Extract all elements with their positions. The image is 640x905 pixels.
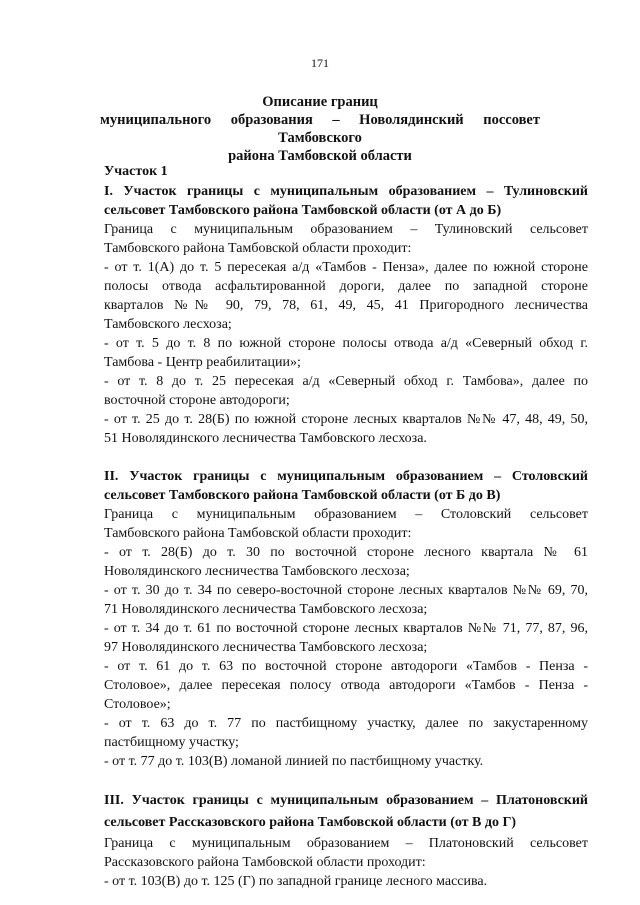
section-heading-line: сельсовет Рассказовского района Тамбовской области (от В до Г): [104, 815, 517, 830]
section-heading-line: сельсовет Тамбовского района Тамбовской области (от Б до В): [104, 488, 501, 503]
title-line: Описание границ: [262, 94, 378, 110]
spacer: [104, 448, 588, 467]
paragraph-line: восточной стороне автодороги;: [104, 393, 290, 408]
title-line: района Тамбовской области: [228, 148, 412, 164]
paragraph-line: - от т. 103(В) до т. 125 (Г) по западной границе лесного массива.: [104, 874, 488, 889]
section-heading-line: II. Участок границы с муниципальным образованием – Столовский: [104, 469, 588, 484]
section-heading-line: сельсовет Тамбовского района Тамбовской области (от А до Б): [104, 203, 502, 218]
paragraph-line: Столовое», далее пересекая полосу отвода автодороги «Тамбов - Пенза -: [104, 678, 588, 693]
paragraph-line: полосы отвода асфальтированной дороги, далее по западной стороне: [104, 279, 588, 294]
document-title: [100, 93, 540, 165]
paragraph-line: Тамбовского района Тамбовской области проходит:: [104, 241, 412, 256]
document-body: [104, 162, 588, 891]
paragraph-line: Столовое»;: [104, 697, 171, 712]
paragraph-line: - от т. 30 до т. 34 по северо-восточной стороне лесных кварталов №№ 69, 70,: [104, 583, 588, 598]
paragraph-line: Граница с муниципальным образованием – Тулиновский сельсовет: [104, 222, 588, 237]
paragraph-line: - от т. 8 до т. 25 пересекая а/д «Северный обход г. Тамбова», далее по: [104, 374, 588, 389]
paragraph-line: Тамбовского лесхоза;: [104, 317, 232, 332]
section-heading-line: I. Участок границы с муниципальным образованием – Тулиновский: [104, 184, 588, 199]
section-3: [104, 790, 588, 891]
section-1: [104, 182, 588, 448]
paragraph-line: - от т. 63 до т. 77 по пастбищному участку, далее по закустаренному: [104, 716, 588, 731]
page-number: 171: [311, 56, 329, 70]
section-heading-line: III. Участок границы с муниципальным образованием – Платоновский: [104, 793, 588, 808]
paragraph-line: Граница с муниципальным образованием – Столовский сельсовет: [104, 507, 588, 522]
paragraph-line: 97 Новолядинского лесничества Тамбовского лесхоза;: [104, 640, 428, 655]
paragraph-line: пастбищному участку;: [104, 735, 239, 750]
part-label: Участок 1: [104, 164, 168, 179]
paragraph-line: - от т. 1(А) до т. 5 пересекая а/д «Тамбов - Пенза», далее по южной стороне: [104, 260, 588, 275]
paragraph-line: кварталов №№ 90, 79, 78, 61, 49, 45, 41 Пригородного лесничества: [104, 298, 588, 313]
paragraph-line: Граница с муниципальным образованием – Платоновский сельсовет: [104, 836, 588, 851]
paragraph-line: Новолядинского лесничества Тамбовского лесхоза;: [104, 564, 410, 579]
paragraph-line: - от т. 28(Б) до т. 30 по восточной стороне лесного квартала № 61: [104, 545, 588, 560]
paragraph-line: - от т. 61 до т. 63 по восточной стороне автодороги «Тамбов - Пенза -: [104, 659, 588, 674]
spacer: [104, 771, 588, 790]
paragraph-line: - от т. 25 до т. 28(Б) по южной стороне лесных кварталов №№ 47, 48, 49, 50,: [104, 412, 588, 427]
section-2: [104, 467, 588, 771]
paragraph-line: 51 Новолядинского лесничества Тамбовского лесхоза.: [104, 431, 427, 446]
title-line: муниципального образования – Новолядинский поссовет Тамбовского: [100, 112, 540, 146]
paragraph-line: 71 Новолядинского лесничества Тамбовского лесхоза;: [104, 602, 428, 617]
paragraph-line: - от т. 5 до т. 8 по южной стороне полосы отвода а/д «Северный обход г.: [104, 336, 588, 351]
paragraph-line: Тамбова - Центр реабилитации»;: [104, 355, 301, 370]
paragraph-line: - от т. 77 до т. 103(В) ломаной линией по пастбищному участку.: [104, 754, 484, 769]
paragraph-line: - от т. 34 до т. 61 по восточной стороне лесных кварталов №№ 71, 77, 87, 96,: [104, 621, 588, 636]
paragraph-line: Рассказовского района Тамбовской области проходит:: [104, 855, 426, 870]
paragraph-line: Тамбовского района Тамбовской области проходит:: [104, 526, 412, 541]
